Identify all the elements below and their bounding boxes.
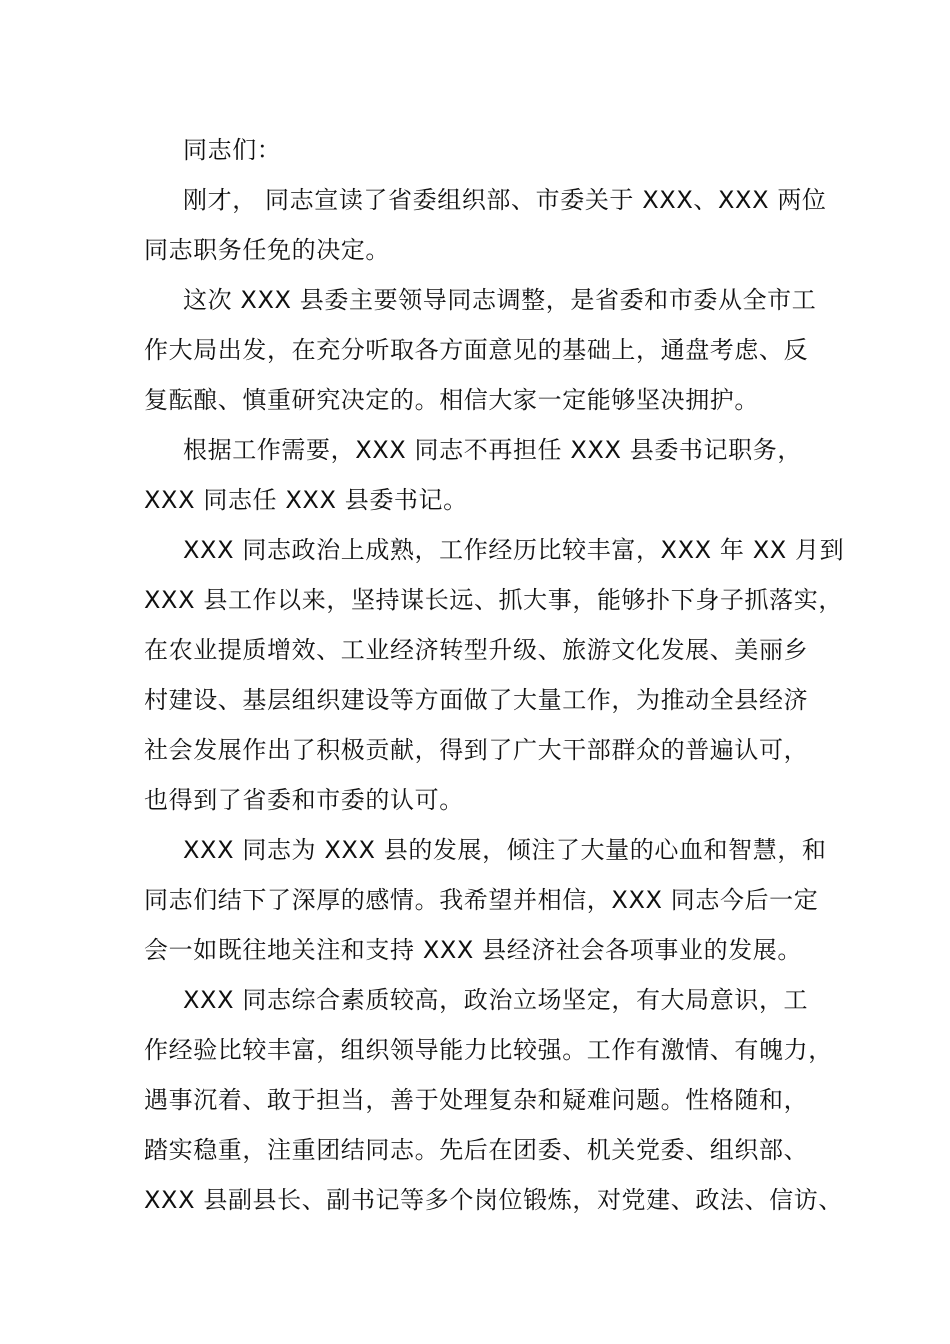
- text-line: 作经验比较丰富，组织领导能力比较强。工作有激情、有魄力，: [144, 1036, 833, 1064]
- text-line: 遇事沉着、敢于担当，善于处理复杂和疑难问题。性格随和，: [144, 1086, 809, 1114]
- text-line: XXX 同志任 XXX 县委书记。: [144, 486, 468, 514]
- text-line: 会一如既往地关注和支持 XXX 县经济社会各项事业的发展。: [144, 936, 802, 964]
- text-line: XXX 同志综合素质较高，政治立场坚定，有大局意识，工: [183, 986, 809, 1014]
- text-line: 复酝酿、慎重研究决定的。相信大家一定能够坚决拥护。: [144, 386, 759, 414]
- text-line: 踏实稳重，注重团结同志。先后在团委、机关党委、组织部、: [144, 1136, 809, 1164]
- text-line: XXX 县副县长、副书记等多个岗位锻炼，对党建、政法、信访、: [144, 1186, 843, 1214]
- text-line: 社会发展作出了积极贡献，得到了广大干部群众的普遍认可，: [144, 736, 809, 764]
- text-line: XXX 同志政治上成熟，工作经历比较丰富，XXX 年 XX 月到: [183, 536, 845, 564]
- text-line: 村建设、基层组织建设等方面做了大量工作，为推动全县经济: [144, 686, 809, 714]
- text-line: 也得到了省委和市委的认可。: [144, 786, 464, 814]
- text-line: 同志职务任免的决定。: [144, 236, 390, 264]
- text-line: XXX 同志为 XXX 县的发展，倾注了大量的心血和智慧，和: [183, 836, 827, 864]
- text-line: 刚才， 同志宣读了省委组织部、市委关于 XXX、XXX 两位: [183, 186, 827, 214]
- text-line: 作大局出发，在充分听取各方面意见的基础上，通盘考虑、反: [144, 336, 809, 364]
- text-line: XXX 县工作以来，坚持谋长远、抓大事，能够扑下身子抓落实，: [144, 586, 843, 614]
- text-line: 这次 XXX 县委主要领导同志调整，是省委和市委从全市工: [183, 286, 817, 314]
- text-line: 根据工作需要，XXX 同志不再担任 XXX 县委书记职务，: [183, 436, 802, 464]
- text-line: 同志们结下了深厚的感情。我希望并相信，XXX 同志今后一定: [144, 886, 819, 914]
- salutation: 同志们：: [183, 136, 282, 164]
- text-line: 在农业提质增效、工业经济转型升级、旅游文化发展、美丽乡: [144, 636, 809, 664]
